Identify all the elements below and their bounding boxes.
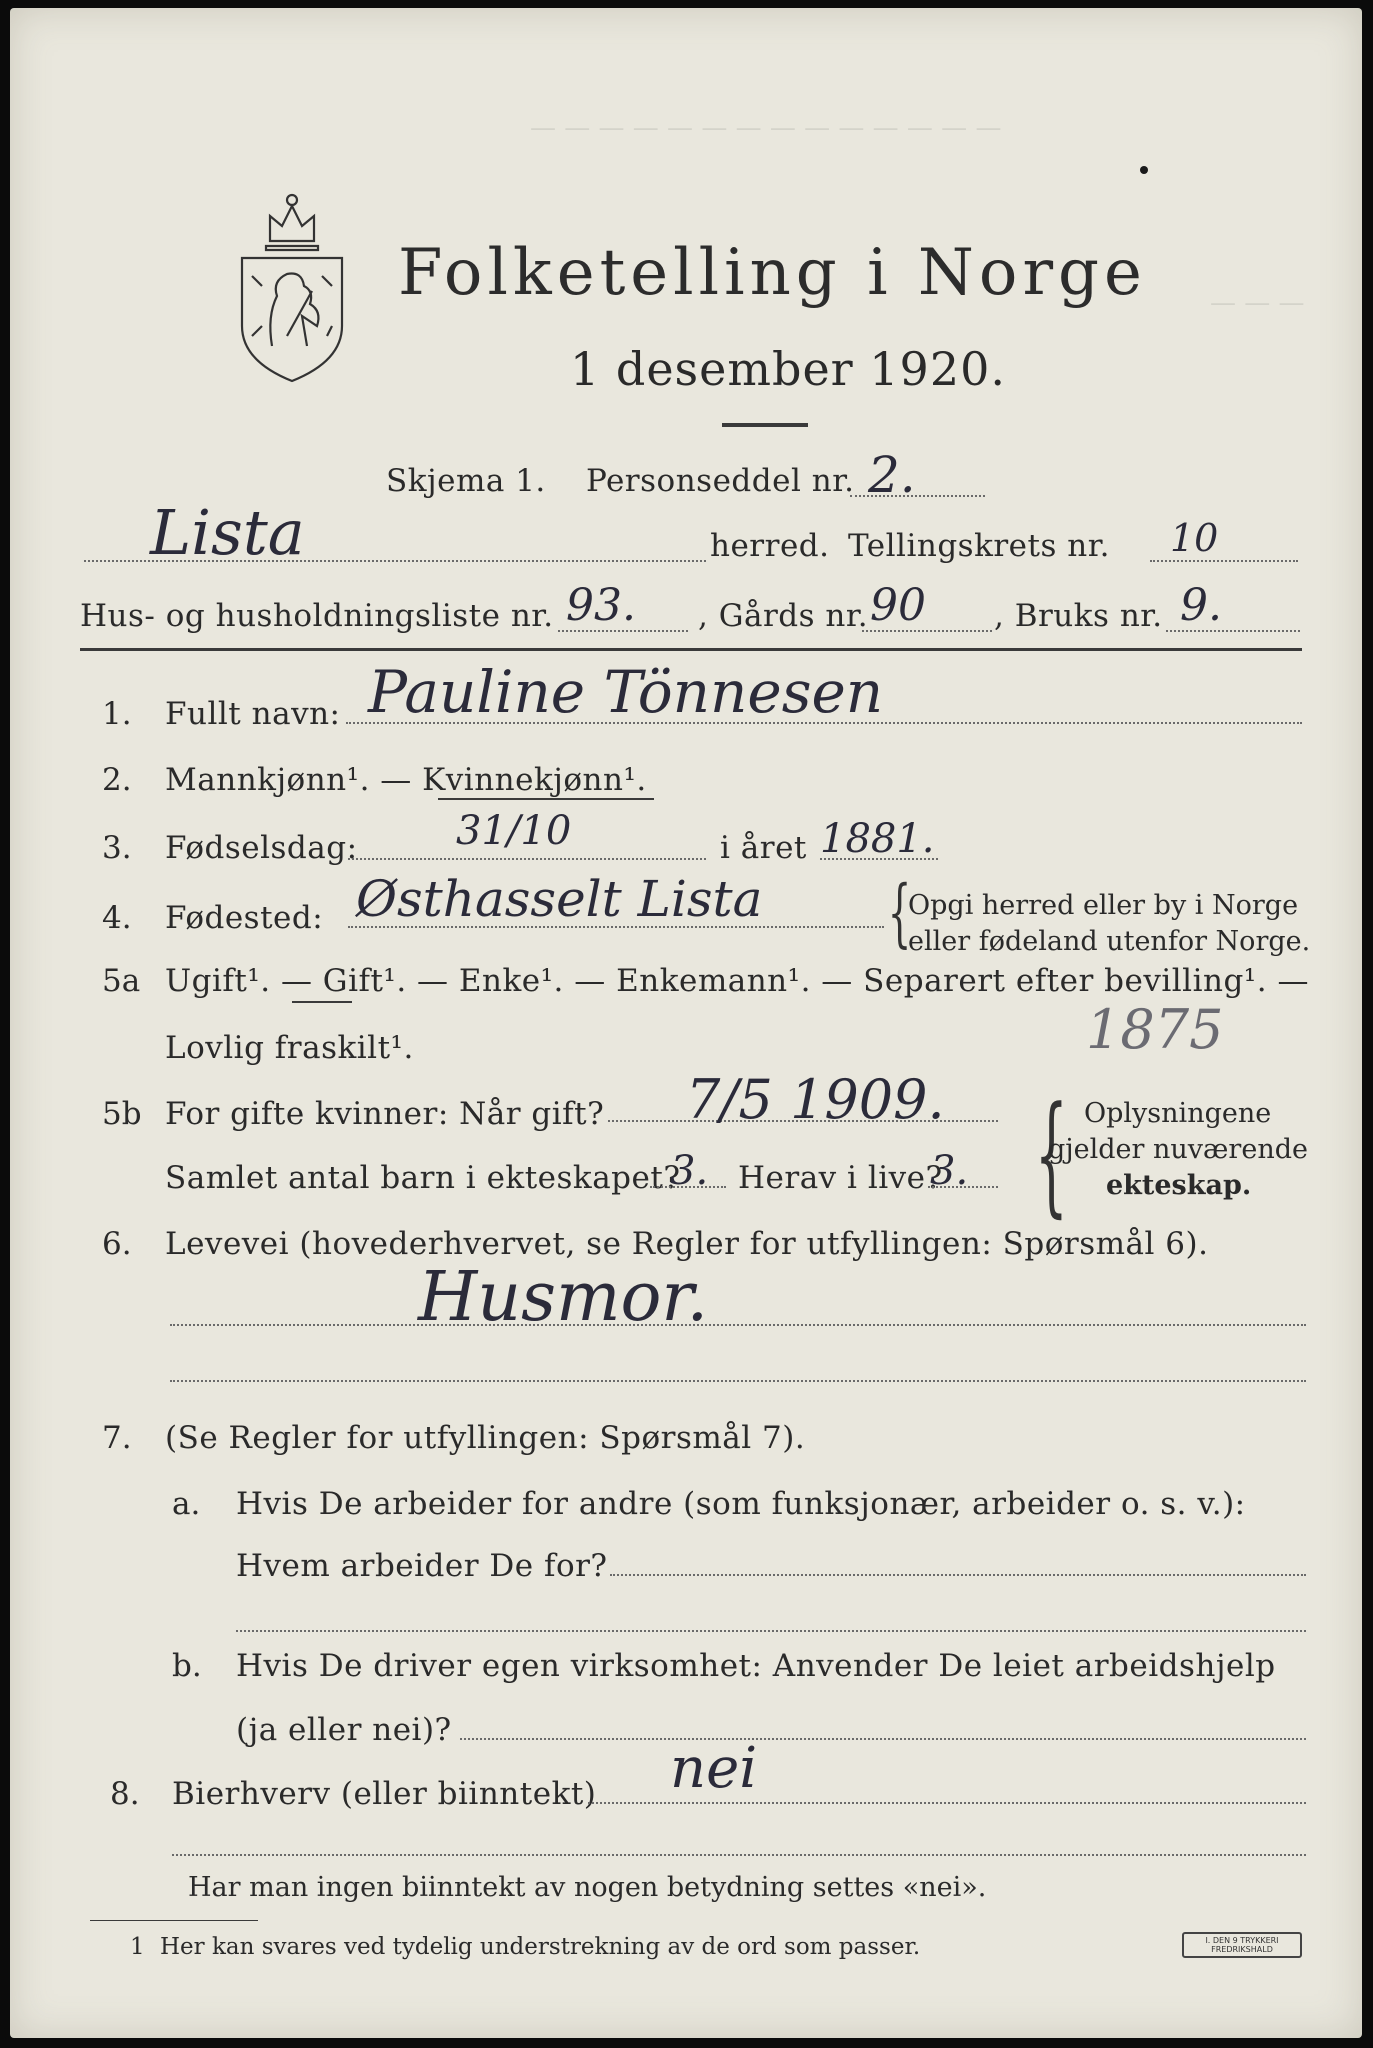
printer-stamp-line-1: I. DEN 9 TRYKKERI (1205, 1936, 1279, 1945)
herred-line (84, 560, 706, 562)
q5b-note-2: gjelder nuværende (1048, 1134, 1308, 1165)
q1-label: Fullt navn: (165, 696, 341, 732)
bruks-value[interactable]: 9. (1180, 580, 1222, 631)
q7a-line-1: Hvis De arbeider for andre (som funksjonær, arbeider o. s. v.): (236, 1486, 1246, 1522)
tellingskrets-label: Tellingskrets nr. (848, 528, 1110, 564)
personseddel-value[interactable]: 2. (868, 446, 916, 504)
hus-label: Hus- og husholdningsliste nr. (80, 598, 554, 634)
side-income-value[interactable]: nei (670, 1736, 758, 1801)
q4-label: Fødested: (165, 900, 324, 936)
gards-label: , Gårds nr. (698, 598, 869, 634)
footnote-mark: 1 (130, 1934, 145, 1960)
birth-year-value[interactable]: 1881. (820, 816, 935, 862)
married-when-label: For gifte kvinner: Når gift? (165, 1096, 605, 1132)
margin-note: 1875 (1086, 998, 1224, 1061)
gender-options: Mannkjønn¹. — Kvinnekjønn¹. (165, 762, 647, 798)
tellingskrets-value[interactable]: 10 (1170, 516, 1219, 560)
q7a-line-2: Hvem arbeider De for? (236, 1548, 608, 1584)
footnote-text: Her kan svares ved tydelig understrekning av de ord som passer. (160, 1934, 921, 1960)
birthplace-brace: { (887, 870, 912, 956)
children-total-value[interactable]: 3. (670, 1148, 709, 1194)
q6-number: 6. (102, 1226, 132, 1262)
q4-number: 4. (102, 900, 132, 936)
printer-stamp-line-2: FREDRIKSHALD (1211, 1945, 1273, 1954)
hus-value[interactable]: 93. (566, 580, 636, 631)
q5b-note-3: ekteskap. (1106, 1170, 1252, 1201)
q5a-number: 5a (102, 963, 141, 999)
q8-label: Bierhverv (eller biinntekt) (172, 1776, 597, 1812)
q7-number: 7. (102, 1420, 132, 1456)
form-title: Folketelling i Norge (398, 236, 1147, 310)
schema-label: Skjema 1. (386, 463, 546, 499)
census-date: 1 desember 1920. (570, 342, 1006, 396)
birthdate-value[interactable]: 31/10 (456, 808, 572, 854)
children-total-label: Samlet antal barn i ekteskapet? (165, 1160, 681, 1196)
children-alive-value[interactable]: 3. (930, 1148, 969, 1194)
occupation-line-1 (170, 1324, 1306, 1326)
marital-status-options-2: Lovlig fraskilt¹. (165, 1030, 414, 1066)
bruks-label: , Bruks nr. (994, 598, 1163, 634)
personseddel-label: Personseddel nr. (586, 463, 855, 499)
gender-underline (438, 798, 654, 800)
footnote-rule (90, 1920, 258, 1921)
q7a-letter: a. (172, 1486, 201, 1522)
tellingskrets-line (1150, 560, 1298, 562)
q7b-line-2: (ja eller nei)? (236, 1712, 452, 1748)
q7b-letter: b. (172, 1648, 202, 1684)
herred-label: herred. (710, 528, 830, 564)
bleed-through-text: — — — — — — — — — — — — — — (530, 113, 1002, 143)
q5b-note-1: Oplysningene (1084, 1098, 1272, 1129)
census-form-sheet (10, 8, 1362, 2038)
gards-value[interactable]: 90 (870, 580, 926, 631)
q5b-number: 5b (102, 1096, 142, 1132)
marital-status-options: Ugift¹. — Gift¹. — Enke¹. — Enkemann¹. — Separert efter bevilling¹. — (165, 963, 1309, 999)
full-name-value[interactable]: Pauline Tönnesen (368, 658, 884, 726)
married-when-value[interactable]: 7/5 1909. (686, 1068, 945, 1131)
q2-number: 2. (102, 762, 132, 798)
title-divider (722, 423, 808, 427)
side-income-line (588, 1802, 1306, 1804)
header-separator (80, 648, 1302, 651)
q3-label: Fødselsdag: (165, 830, 358, 866)
q7b-line-1: Hvis De driver egen virksomhet: Anvender De leiet arbeidshjelp (236, 1648, 1276, 1684)
employer-line-2 (236, 1630, 1306, 1632)
occupation-value[interactable]: Husmor. (418, 1258, 709, 1337)
q5b-brace: { (1034, 1078, 1068, 1230)
q3-line (348, 858, 706, 860)
q1-number: 1. (102, 696, 132, 732)
birthplace-value[interactable]: Østhasselt Lista (356, 870, 763, 928)
ink-speck (1140, 166, 1148, 174)
printer-stamp (1182, 1932, 1302, 1958)
side-income-line-2 (172, 1854, 1306, 1856)
q7-label: (Se Regler for utfyllingen: Spørsmål 7). (165, 1420, 806, 1456)
q8-number: 8. (110, 1776, 140, 1812)
bleed-through-text: — — — (1210, 288, 1305, 318)
footer-note: Har man ingen biinntekt av nogen betydning settes «nei». (188, 1872, 987, 1903)
q3-number: 3. (102, 830, 132, 866)
occupation-line-2 (170, 1380, 1306, 1382)
q6-label: Levevei (hovederhvervet, se Regler for utfyllingen: Spørsmål 6). (165, 1226, 1209, 1262)
birthplace-note-1: Opgi herred eller by i Norge (908, 890, 1299, 921)
marital-status-underline (292, 1001, 352, 1003)
birthplace-note-2: eller fødeland utenfor Norge. (908, 926, 1311, 957)
year-label: i året (720, 830, 807, 866)
herred-value[interactable]: Lista (150, 496, 305, 569)
children-alive-label: Herav i live? (738, 1160, 943, 1196)
employer-line (610, 1574, 1306, 1576)
hired-help-line (460, 1738, 1306, 1740)
norwegian-coat-of-arms-icon (232, 186, 352, 386)
